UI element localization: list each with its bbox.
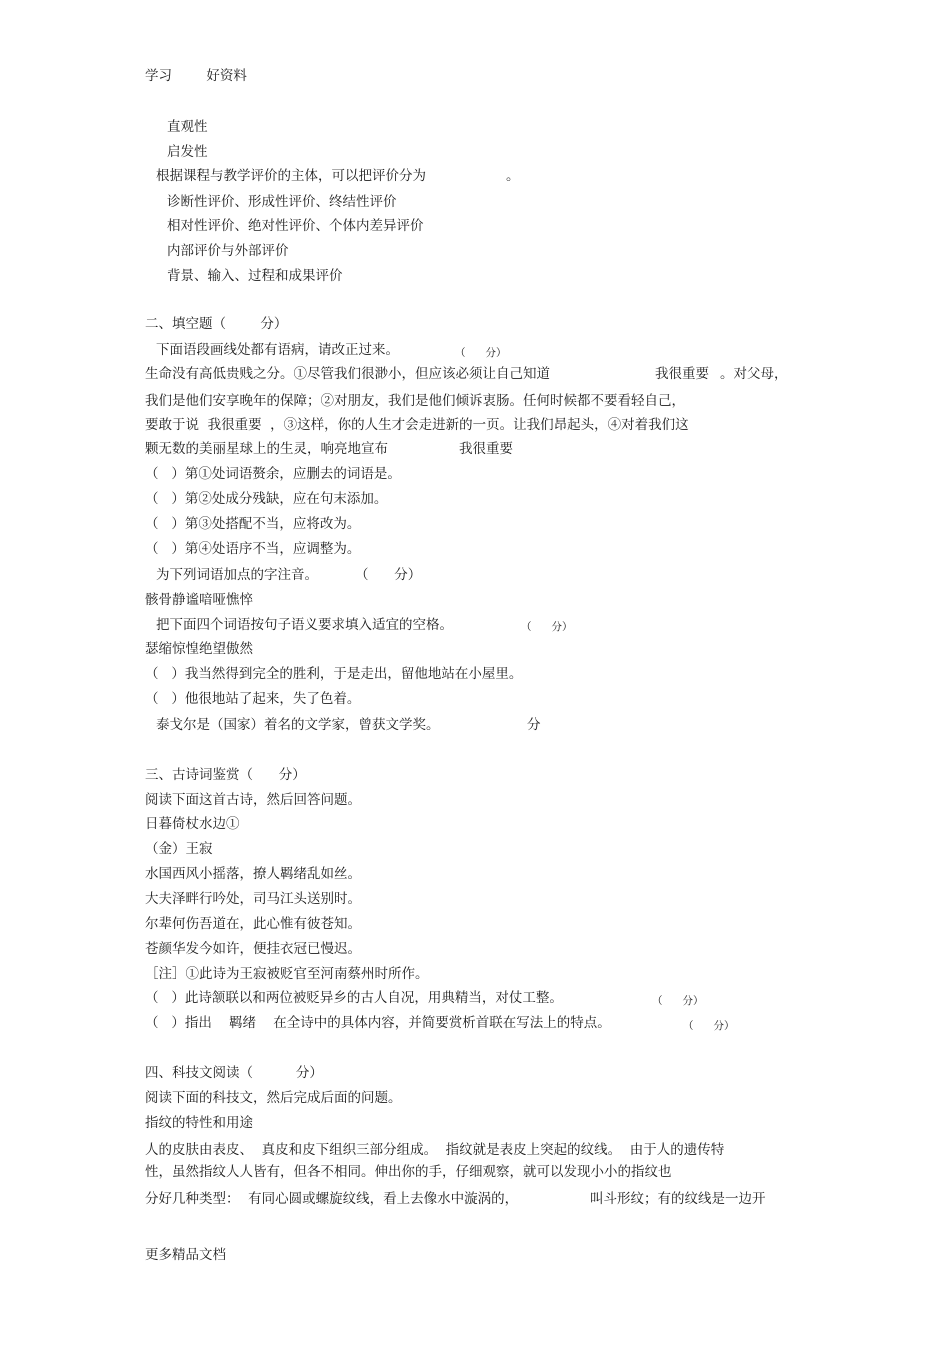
s2-para-1a: 生命没有高低贵贱之分。①尽管我们很渺小，但应该必须让自己知道 [145,366,550,382]
s2-words-1: 骸骨静谧喑哑憔悴 [145,592,253,608]
section-3-heading: 三、古诗词鉴赏（ 分） [145,767,306,783]
s4-intro: 阅读下面的科技文，然后完成后面的问题。 [145,1090,402,1106]
s4-para-3a: 分好几种类型： 有同心圆或螺旋纹线，看上去像水中漩涡的， [145,1191,519,1207]
s2-q1: 下面语段画线处都有语病，请改正过来。 [156,342,399,358]
s2-para-2: 我们是他们安享晚年的保障；②对朋友，我们是他们倾诉衷肠。任何时候都不要看轻自己， [145,393,685,409]
poem-note: ［注］①此诗为王寂被贬官至河南蔡州时所作。 [145,966,429,982]
s2-words-2: 瑟缩惊惶绝望傲然 [145,641,253,657]
section-4-heading: 四、科技文阅读（ 分） [145,1065,323,1081]
s4-para-1: 人的皮肤由表皮、 真皮和皮下组织三部分组成。 指纹就是表皮上突起的纹线。 由于人的遗传特 [145,1142,725,1158]
s2-blank-2: （ ）第②处成分残缺，应在句末添加。 [145,491,388,507]
s3-question-2: （ ）指出 羁绪 在全诗中的具体内容，并简要赏析首联在写法上的特点。 [145,1015,611,1031]
eval-option-c: 内部评价与外部评价 [167,243,289,259]
s2-q1-score: （ 分） [455,347,507,359]
s2-para-1b: 我很重要 [655,366,709,382]
option-c: 直观性 [167,119,208,135]
page-footer: 更多精品文档 [145,1247,226,1263]
s2-blank-4: （ ）第④处语序不当，应调整为。 [145,541,361,557]
question-eval: 根据课程与教学评价的主体，可以把评价分为 [156,168,426,184]
s4-title: 指纹的特性和用途 [145,1115,253,1131]
section-2-heading: 二、填空题（ 分） [145,316,288,332]
s4-para-3b: 叫斗形纹；有的纹线是一边开 [590,1191,766,1207]
s2-blank-1: （ ）第①处词语赘余，应删去的词语是。 [145,466,401,482]
s2-sentence-2: （ ）他很地站了起来，失了色着。 [145,691,361,707]
eval-option-d: 背景、输入、过程和成果评价 [167,268,343,284]
s2-para-4b: 我很重要 [459,441,513,457]
poem-title: 日暮倚杖水边① [145,816,240,832]
s2-q2-score: （ 分） [355,567,422,583]
s2-q2: 为下列词语加点的字注音。 [156,567,318,583]
s2-blank-3: （ ）第③处搭配不当，应将改为。 [145,516,361,532]
option-d: 启发性 [167,144,208,160]
poem-line-4: 苍颜华发今如许，便挂衣冠已慢迟。 [145,941,361,957]
poem-author: （金）王寂 [145,841,213,857]
s2-q3: 把下面四个词语按句子语义要求填入适宜的空格。 [156,617,453,633]
s3-question-1-score: （ 分） [652,995,704,1007]
s2-q3-score: （ 分） [521,621,573,633]
page-header: 学习 好资料 [145,68,247,84]
s3-question-2-score: （ 分） [683,1020,735,1032]
s2-para-1c: 。对父母， [720,366,788,382]
s2-para-3: 要敢于说 我很重要 ，③这样，你的人生才会走进新的一页。让我们昂起头，④对着我们这 [145,417,689,433]
poem-line-1: 水国西风小摇落，撩人羁绪乱如丝。 [145,866,361,882]
s2-q4: 泰戈尔是（国家）着名的文学家，曾获文学奖。 [156,717,440,733]
s2-q4-score: 分 [527,717,541,733]
eval-option-a: 诊断性评价、形成性评价、终结性评价 [167,194,397,210]
s3-intro: 阅读下面这首古诗，然后回答问题。 [145,792,361,808]
poem-line-2: 大夫泽畔行吟处，司马江头送别时。 [145,891,361,907]
s3-question-1: （ ）此诗颔联以和两位被贬异乡的古人自况，用典精当，对仗工整。 [145,990,563,1006]
s4-para-2: 性，虽然指纹人人皆有，但各不相同。伸出你的手，仔细观察，就可以发现小小的指纹也 [145,1164,672,1180]
eval-option-b: 相对性评价、绝对性评价、个体内差异评价 [167,218,424,234]
poem-line-3: 尔辈何伤吾道在，此心惟有彼苍知。 [145,916,361,932]
s2-para-4a: 颗无数的美丽星球上的生灵，响亮地宣布 [145,441,388,457]
question-eval-end: 。 [506,168,520,184]
s2-sentence-1: （ ）我当然得到完全的胜利，于是走出，留他地站在小屋里。 [145,666,523,682]
